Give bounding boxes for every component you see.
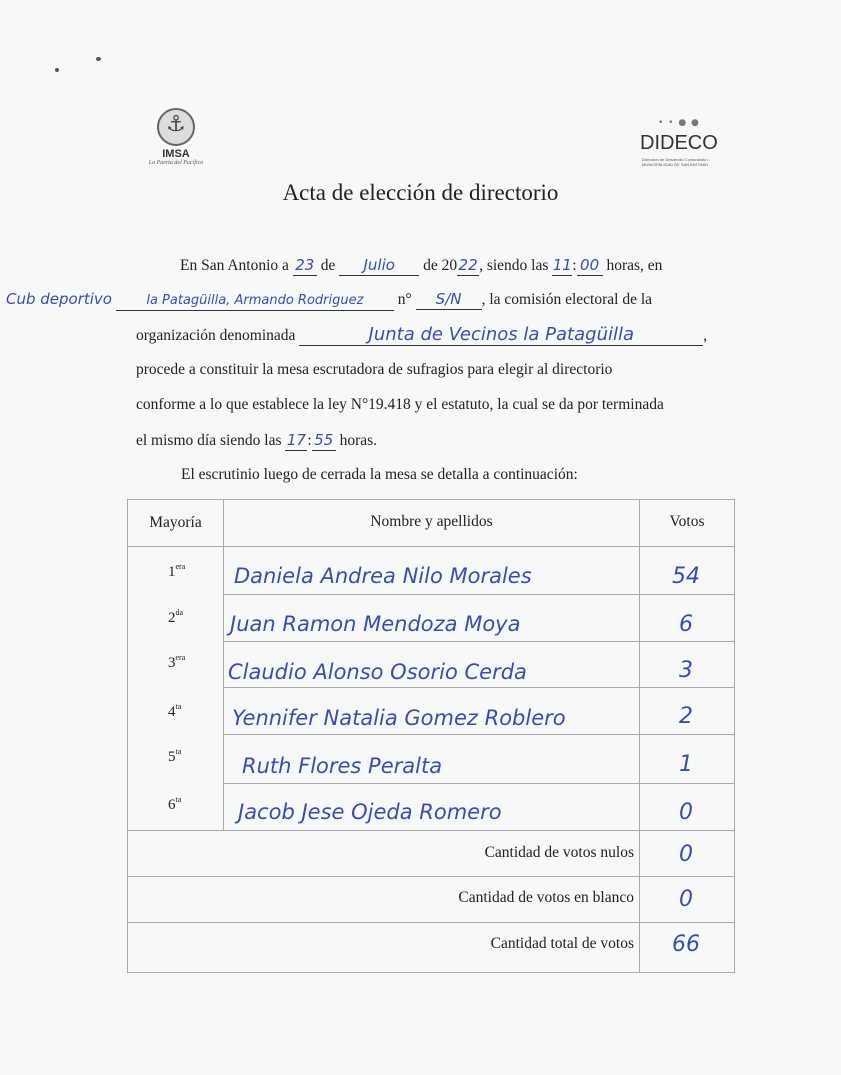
text-en-san-antonio: En San Antonio a — [180, 257, 289, 274]
rank-suffix: da — [175, 608, 184, 617]
text-horas: horas. — [339, 432, 378, 449]
dideco-subtitle: Dirección de Desarrollo Comunitario I. MUNICIPALIDAD DE SAN ANTONIO — [642, 157, 710, 167]
paragraph-line-4: procede a constituir la mesa escrutadora de sufragios para elegir al directorio — [136, 361, 613, 378]
municipal-emblem-icon: ⚓ — [157, 108, 195, 146]
rank-number: 4 — [168, 704, 176, 720]
rank-suffix: ta — [175, 747, 182, 756]
place-value: la Patagüilla, Armando Rodriguez — [146, 293, 364, 308]
dideco-name: DIDECO — [640, 132, 718, 154]
paragraph-line-5: conforme a lo que establece la ley N°19.418 y el estatuto, la cual se da por terminada — [136, 396, 664, 413]
dideco-logo — [636, 118, 726, 170]
text-de: de — [320, 257, 336, 274]
table-divider — [224, 783, 735, 784]
organization-field — [299, 326, 703, 346]
rank-4 — [168, 702, 181, 721]
rank-1 — [168, 562, 185, 581]
candidate-name-3: Claudio Alonso Osorio Cerda — [228, 660, 527, 684]
table-divider — [224, 594, 735, 595]
candidate-name-6: Jacob Jese Ojeda Romero — [238, 800, 502, 824]
header-mayoria: Mayoría — [149, 514, 202, 531]
start-hour-field — [552, 256, 572, 276]
rank-suffix: ta — [175, 702, 182, 711]
month-value: Julio — [363, 256, 395, 274]
table-divider — [224, 641, 735, 642]
candidate-name-2: Juan Ramon Mendoza Moya — [230, 612, 521, 636]
start-min-field — [577, 256, 603, 276]
dots-icon: • • ● ● — [658, 118, 700, 128]
rank-number: 2 — [168, 610, 176, 626]
start-min-value: 00 — [580, 256, 600, 274]
end-hour-value: 17 — [286, 431, 306, 449]
end-min-field — [312, 431, 336, 451]
rank-number: 5 — [168, 749, 176, 765]
start-hour-value: 11 — [552, 256, 572, 274]
text-horas-en: horas, en — [606, 257, 663, 274]
rank-6 — [168, 795, 181, 814]
table-divider — [223, 500, 224, 830]
rank-suffix: era — [175, 562, 186, 571]
rank-suffix: era — [175, 653, 186, 662]
null-votes-value: 0 — [679, 842, 693, 867]
total-votes-value: 66 — [672, 932, 700, 957]
year-value: 22 — [458, 256, 478, 274]
text-comision: , la comisión electoral de la — [481, 291, 653, 308]
paragraph-line-7: El escrutinio luego de cerrada la mesa se detalla a continuación: — [181, 466, 578, 483]
text-siendo-las: , siendo las — [479, 257, 549, 274]
header-votos: Votos — [669, 513, 705, 530]
text-numero: n° — [397, 291, 412, 308]
rank-number: 3 — [168, 655, 176, 671]
candidate-votes-6: 0 — [679, 800, 693, 825]
table-divider — [128, 922, 735, 923]
header-nombre: Nombre y apellidos — [370, 513, 493, 530]
total-votes-label: Cantidad total de votos — [490, 935, 634, 952]
candidate-votes-3: 3 — [679, 658, 693, 683]
scan-speck — [55, 68, 59, 72]
candidate-name-1: Daniela Andrea Nilo Morales — [234, 564, 532, 588]
rank-number: 1 — [168, 564, 176, 580]
table-divider — [128, 830, 735, 831]
table-divider — [224, 687, 735, 688]
imsa-motto: La Puerta del Pacífico — [148, 160, 204, 166]
candidate-name-4: Yennifer Natalia Gomez Roblero — [232, 706, 566, 730]
blank-votes-label: Cantidad de votos en blanco — [458, 889, 634, 906]
paragraph-line-2 — [6, 290, 652, 311]
colon: : — [307, 432, 312, 449]
candidate-votes-2: 6 — [679, 612, 693, 637]
rank-5 — [168, 747, 181, 766]
imsa-logo — [136, 108, 216, 178]
end-hour-field — [285, 431, 307, 451]
place-field — [116, 291, 394, 311]
null-votes-label: Cantidad de votos nulos — [484, 844, 634, 861]
document-title: Acta de elección de directorio — [282, 180, 559, 205]
results-table — [127, 499, 735, 973]
paragraph-line-6 — [136, 431, 377, 451]
rank-3 — [168, 653, 185, 672]
place-prefix-value: Cub deportivo — [6, 290, 112, 308]
blank-votes-value: 0 — [679, 887, 693, 912]
imsa-name: IMSA — [162, 148, 190, 160]
candidate-votes-5: 1 — [679, 752, 693, 777]
rank-2 — [168, 608, 183, 627]
day-field — [293, 256, 317, 276]
day-value: 23 — [295, 256, 315, 274]
rank-number: 6 — [168, 797, 176, 813]
candidate-votes-1: 54 — [672, 564, 700, 589]
number-field — [416, 290, 482, 310]
text-org-denominada: organización denominada — [136, 327, 296, 344]
colon: : — [572, 257, 577, 274]
comma: , — [703, 327, 708, 344]
text-mismo-dia: el mismo día siendo las — [136, 432, 282, 449]
table-divider — [734, 500, 735, 972]
text-de-20: de 20 — [423, 257, 458, 274]
table-divider — [224, 734, 735, 735]
year-field — [457, 256, 479, 276]
month-field — [339, 256, 419, 276]
organization-value: Junta de Vecinos la Patagüilla — [368, 324, 635, 345]
candidate-name-5: Ruth Flores Peralta — [242, 754, 443, 778]
number-value: S/N — [435, 290, 462, 308]
scan-speck — [96, 57, 101, 61]
table-divider — [128, 546, 735, 547]
end-min-value: 55 — [314, 431, 334, 449]
paragraph-line-3 — [136, 326, 707, 346]
rank-suffix: ta — [175, 795, 182, 804]
paragraph-line-1 — [180, 256, 662, 276]
table-divider — [128, 876, 735, 877]
candidate-votes-4: 2 — [679, 704, 693, 729]
